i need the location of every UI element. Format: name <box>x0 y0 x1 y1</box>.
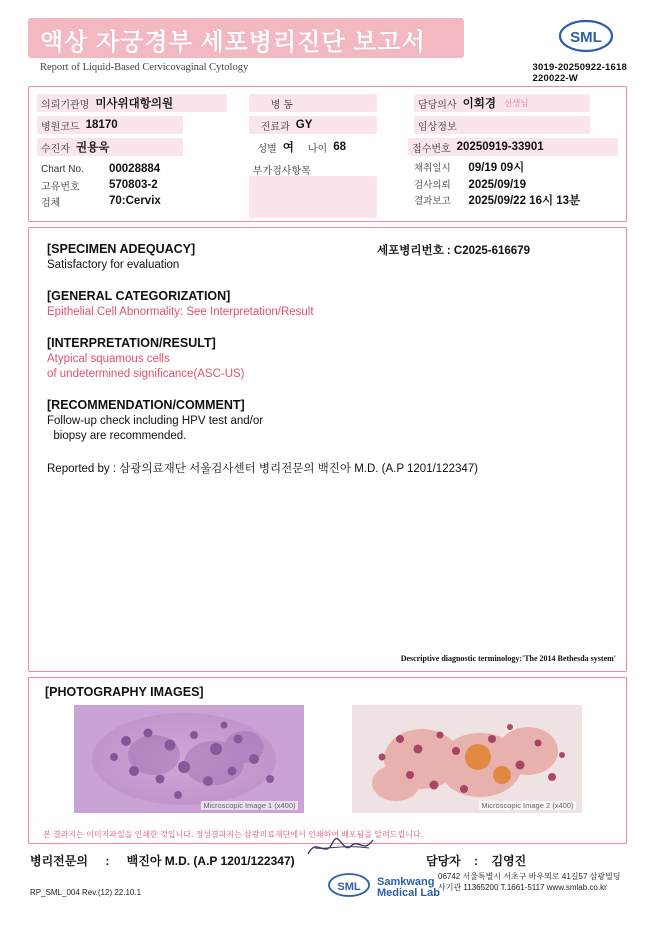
label-extra-exam: 부가검사항목 <box>252 166 311 177</box>
info-col-org <box>37 94 249 112</box>
info-col-dept <box>249 116 414 134</box>
info-col-sex-age <box>245 138 408 154</box>
charge-person-line <box>426 852 526 869</box>
label-patient-name: 수진자 <box>41 143 70 155</box>
recommendation-body <box>47 414 608 444</box>
specimen-adequacy-heading: [SPECIMEN ADEQUACY] <box>47 242 196 256</box>
label-specimen: 검체 <box>41 198 61 209</box>
microscopic-image-2 <box>352 705 582 813</box>
value-unique-no: 570803-2 <box>109 179 158 191</box>
barcode-line-2: 220022-W <box>532 73 578 84</box>
info-row-2 <box>37 116 618 134</box>
field-request-date <box>414 177 618 194</box>
value-collect-datetime: 09/19 09시 <box>468 162 525 174</box>
info-row-4 <box>37 160 618 218</box>
patient-info-box <box>28 86 627 222</box>
label-sex: 성별 <box>257 144 277 155</box>
interpretation-result-heading: [INTERPRETATION/RESULT] <box>47 336 216 350</box>
info-col-receipt <box>408 138 618 156</box>
caption-image-2: Microscopic Image 2 (x400) <box>481 801 574 810</box>
report-header <box>28 18 627 84</box>
value-receipt-number: 20250919-33901 <box>456 141 544 153</box>
recommendation-heading: [RECOMMENDATION/COMMENT] <box>47 398 245 412</box>
lab-name-line-1: Samkwang <box>377 875 435 888</box>
value-doctor-suffix: 선생님 <box>503 98 529 108</box>
label-receipt-number: 접수번호 <box>412 143 451 155</box>
field-chart-no <box>37 160 249 176</box>
print-notice: 본 결과지는 이미지파일을 인쇄한 것입니다. 정성결과지는 삼광의료재단에서 인쇄하여 배포됨을 알려드립니다. <box>43 830 423 839</box>
lab-address-line-2: 사기관 11365200 T.1661-5117 www.smlab.co.kr <box>438 882 607 892</box>
pathologist-signature-line <box>30 852 295 869</box>
label-organization: 의뢰기관명 <box>41 99 90 111</box>
photography-images <box>43 705 612 813</box>
general-categorization-heading: [GENERAL CATEGORIZATION] <box>47 289 231 303</box>
result-box <box>28 227 627 672</box>
label-hospital-code: 병원코드 <box>41 121 80 133</box>
label-clinical-info: 임상정보 <box>417 121 457 133</box>
caption-image-1: Microscopic Image 1 (x400) <box>203 801 296 810</box>
field-department <box>249 116 377 134</box>
field-extra-exam-box <box>249 176 377 218</box>
info-col-hospital-code <box>37 116 249 134</box>
value-department: GY <box>295 119 313 131</box>
cytology-number <box>377 242 530 258</box>
pathologist-colon: : <box>105 854 110 868</box>
report-title-korean: 액상 자궁경부 세포병리진단 보고서 <box>40 29 426 56</box>
photography-box <box>28 677 627 844</box>
label-unique-no: 고유번호 <box>41 182 80 193</box>
sml-footer-logo-icon <box>326 872 372 903</box>
label-department: 진료과 <box>260 121 290 133</box>
recommendation-line-1: Follow-up check including HPV test and/or <box>47 415 264 427</box>
field-clinical-info <box>414 116 590 134</box>
lab-address-line-1: 06742 서울특별시 서초구 바우뫼로 41길57 삼광빌딩 <box>438 872 621 881</box>
field-unique-no <box>37 176 249 192</box>
info-col-extra-exam <box>249 160 414 218</box>
info-row-1 <box>37 94 618 112</box>
svg-text:SML: SML <box>337 881 361 893</box>
report-page <box>0 18 655 943</box>
handwritten-signature <box>303 828 383 862</box>
label-collect-datetime: 채취일시 <box>413 163 451 174</box>
lab-name <box>377 877 440 899</box>
field-extra-exam-label <box>249 160 414 176</box>
label-ward: 병 동 <box>270 99 293 111</box>
interpretation-line-2: of undetermined significance(ASC-US) <box>47 368 245 380</box>
field-report-date <box>414 193 618 210</box>
value-age: 68 <box>333 141 347 153</box>
value-doctor: 이회경 <box>462 98 496 110</box>
info-col-doctor <box>414 94 618 112</box>
value-report-date: 2025/09/22 16시 13분 <box>468 195 581 207</box>
charge-colon: : <box>474 854 479 868</box>
label-report-date: 결과보고 <box>413 196 451 207</box>
barcode-number <box>533 62 627 84</box>
pathologist-value: 백진아 M.D. (A.P 1201/122347) <box>126 854 295 868</box>
info-col-ward <box>249 94 414 112</box>
footer-lab-logo <box>326 872 440 903</box>
lab-name-line-2: Medical Lab <box>377 886 440 899</box>
label-chart-no: Chart No. <box>41 164 84 175</box>
field-sex-age <box>245 138 408 154</box>
general-categorization-body: Epithelial Cell Abnormality: See Interpretation/Result <box>47 306 314 318</box>
lab-address <box>438 872 621 893</box>
value-patient-name: 권용욱 <box>75 142 110 154</box>
field-hospital-code <box>37 116 183 134</box>
specimen-adequacy-body: Satisfactory for evaluation <box>47 259 180 271</box>
field-ward <box>249 94 377 112</box>
form-revision: RP_SML_004 Rev.(12) 22.10.1 <box>30 888 142 897</box>
report-title-english: Report of Liquid-Based Cervicovaginal Cytology <box>40 62 249 73</box>
field-patient-name <box>37 138 183 156</box>
barcode-line-1: 3019-20250922-1618 <box>532 62 627 73</box>
report-footer <box>28 846 627 916</box>
label-request-date: 검사의뢰 <box>413 179 451 191</box>
info-col-clinical <box>414 116 618 134</box>
value-hospital-code: 18170 <box>85 119 118 131</box>
value-chart-no: 00028884 <box>109 163 161 175</box>
value-organization: 미사위대항의원 <box>95 98 174 110</box>
recommendation-line-2: biopsy are recommended. <box>47 430 187 442</box>
interpretation-line-1: Atypical squamous cells <box>47 353 170 365</box>
field-collect-datetime <box>414 160 618 177</box>
value-specimen: 70:Cervix <box>109 195 161 207</box>
label-doctor: 담당의사 <box>417 99 457 111</box>
charge-value: 김영진 <box>491 854 527 868</box>
field-doctor <box>414 94 590 112</box>
label-age: 나이 <box>307 144 328 155</box>
field-receipt-number <box>408 138 618 156</box>
svg-text:SML: SML <box>570 29 602 46</box>
field-specimen <box>37 192 249 208</box>
reported-by: Reported by : 삼광의료재단 서울검사센터 병리전문의 백진아 M.D. (A.P 1201/122347) <box>47 463 478 475</box>
value-sex: 여 <box>282 142 294 154</box>
pathologist-label: 병리전문의 <box>30 854 88 868</box>
info-col-patient <box>37 138 245 156</box>
bethesda-terminology-note: Descriptive diagnostic terminology:'The 2014 Bethesda system' <box>400 654 616 663</box>
info-col-dates <box>414 160 618 210</box>
info-row-3 <box>37 138 618 156</box>
field-organization <box>37 94 227 112</box>
value-request-date: 2025/09/19 <box>468 178 526 191</box>
info-col-ids <box>37 160 249 208</box>
photography-heading: [PHOTOGRAPHY IMAGES] <box>45 685 204 699</box>
sml-logo-icon <box>549 18 623 58</box>
charge-label: 담당자 <box>426 854 461 868</box>
cytology-number-value: C2025-616679 <box>453 245 530 257</box>
microscopic-image-1 <box>74 705 304 813</box>
interpretation-result-body <box>47 352 608 382</box>
cytology-number-label: 세포병리번호 : <box>377 245 454 257</box>
